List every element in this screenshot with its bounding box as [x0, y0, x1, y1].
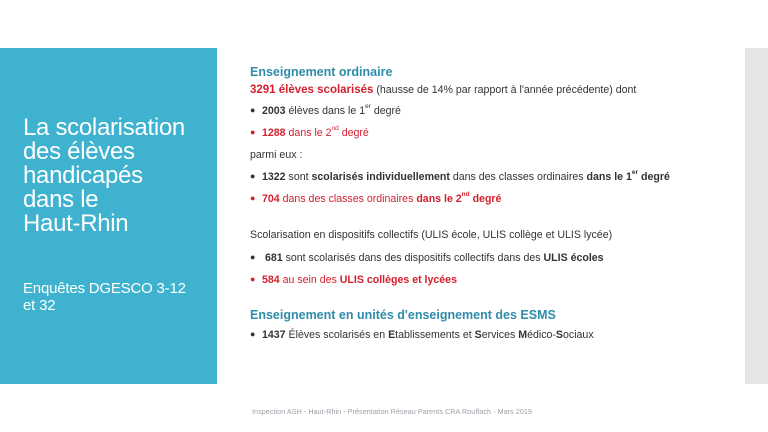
text: scolarisés individuellement: [311, 171, 450, 183]
number: 704: [262, 193, 280, 205]
text: édico-: [527, 329, 556, 341]
text: ULIS collèges et lycées: [339, 274, 457, 286]
among-label: parmi eux :: [250, 149, 303, 161]
bullet-icon: ●: [250, 252, 256, 262]
text: degré: [640, 171, 670, 183]
text: ULIS écoles: [543, 252, 604, 264]
bullet-icon: ●: [250, 127, 256, 137]
text: ervices: [481, 329, 516, 341]
total-line: [250, 83, 740, 97]
bullet-icon: ●: [250, 329, 256, 339]
title-line: des élèves: [23, 138, 135, 165]
superscript: nd: [331, 125, 339, 133]
superscript: er: [365, 103, 371, 111]
subtitle-line: et 32: [23, 297, 56, 314]
text: dans des classes ordinaires: [452, 171, 584, 183]
title-line: Haut-Rhin: [23, 210, 129, 237]
bullet-icon: ●: [250, 274, 256, 284]
list-item: [250, 251, 740, 265]
list-item: [250, 328, 740, 342]
text: élèves dans le 1: [288, 105, 366, 117]
text: sont scolarisés dans des dispositifs collectifs dans des: [285, 252, 541, 264]
text: dans le 2: [416, 193, 462, 205]
list-item: [250, 273, 740, 287]
heading-enseignement-ordinaire: Enseignement ordinaire: [250, 65, 393, 79]
text: tablissements et: [395, 329, 472, 341]
number: 681: [264, 252, 283, 264]
list-item: [250, 104, 740, 118]
text: Élèves scolarisés en: [288, 329, 386, 341]
text: degré: [373, 105, 401, 117]
slide-subtitle: [23, 280, 213, 314]
number: 1322: [262, 171, 286, 183]
initial: M: [518, 329, 528, 341]
initial: S: [474, 329, 482, 341]
slide-title: [23, 116, 211, 236]
title-line: dans le: [23, 186, 99, 213]
bullet-icon: ●: [250, 171, 256, 181]
initial: E: [388, 329, 396, 341]
bullet-icon: ●: [250, 105, 256, 115]
list-item: [250, 192, 740, 206]
list-item: [250, 126, 740, 140]
text: dans le 2: [288, 127, 332, 139]
slide-content: [250, 64, 740, 342]
initial: S: [555, 329, 563, 341]
list-item: [250, 170, 740, 184]
title-line: La scolarisation: [23, 114, 185, 141]
superscript: er: [631, 169, 639, 177]
title-panel: [0, 48, 217, 384]
subtitle-line: Enquêtes DGESCO 3-12: [23, 280, 186, 297]
number: 1288: [262, 127, 286, 139]
total-value: 3291 élèves scolarisés: [250, 84, 374, 96]
heading-esms: Enseignement en unités d'enseignement des ESMS: [250, 308, 556, 322]
number: 2003: [262, 105, 286, 117]
text: dans des classes ordinaires: [282, 193, 414, 205]
title-line: handicapés: [23, 162, 143, 189]
bullet-icon: ●: [250, 193, 256, 203]
text: degré: [341, 127, 369, 139]
number: 584: [262, 274, 280, 286]
total-rest: (hausse de 14% par rapport à l'année précédente) dont: [376, 84, 637, 96]
right-side-bar: [745, 48, 768, 384]
superscript: nd: [461, 191, 470, 199]
collective-intro: Scolarisation en dispositifs collectifs (ULIS école, ULIS collège et ULIS lycée): [250, 229, 613, 241]
text: dans le 1: [586, 171, 632, 183]
text: au sein des: [282, 274, 337, 286]
number: 1437: [262, 329, 286, 341]
text: sont: [288, 171, 309, 183]
slide-footer: Inspection ASH - Haut-Rhin - Présentation Réseau Parents CRA Rouffach - Mars 2019: [252, 407, 532, 416]
text: ociaux: [563, 329, 594, 341]
text: degré: [472, 193, 502, 205]
